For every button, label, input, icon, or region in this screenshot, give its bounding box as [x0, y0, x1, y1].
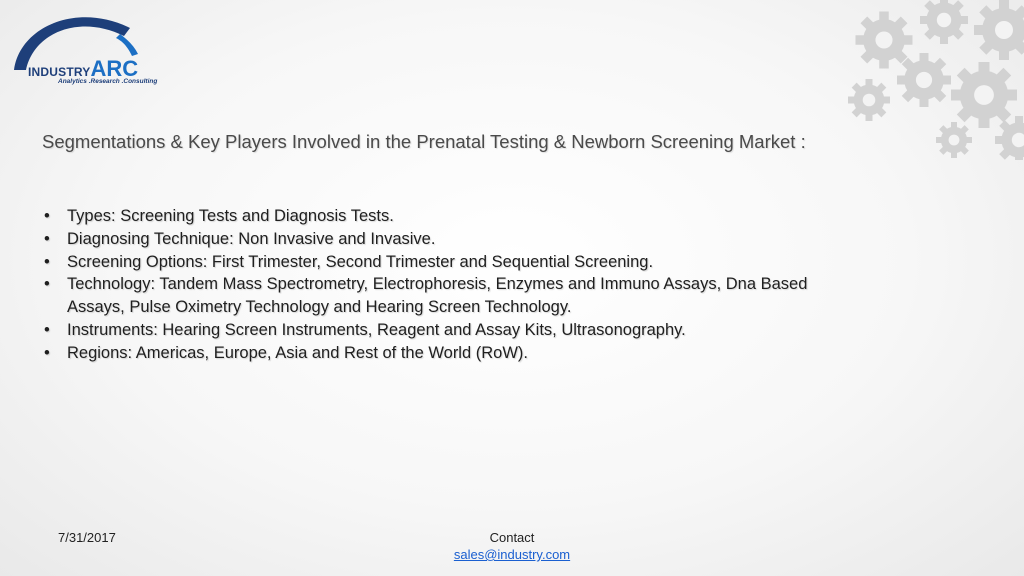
list-item — [42, 251, 862, 274]
footer-date: 7/31/2017 — [58, 530, 116, 545]
logo-word-arc: ARC — [90, 56, 139, 81]
bullet-icon: • — [44, 275, 50, 294]
contact-label: Contact — [489, 530, 535, 545]
slide-heading: Segmentations & Key Players Involved in the Prenatal Testing & Newborn Screening Market : — [42, 131, 806, 152]
bullet-text: Types: Screening Tests and Diagnosis Tests. — [67, 207, 394, 225]
list-item — [42, 273, 862, 319]
bullet-text: Instruments: Hearing Screen Instruments, Reagent and Assay Kits, Ultrasonography. — [67, 320, 686, 339]
list-item — [42, 228, 862, 251]
bullet-icon: • — [44, 229, 50, 248]
bullet-icon: • — [44, 343, 50, 362]
contact-email-link[interactable]: sales@industry.com — [453, 547, 571, 562]
logo-tagline: Analytics .Research .Consulting — [58, 78, 158, 85]
bullet-text: Technology: Tandem Mass Spectrometry, Electrophoresis, Enzymes and Immuno Assays, Dna Based Assays, Pulse Oximetry Technology and Hearing Screen Technology. — [67, 275, 808, 317]
bullet-text: Screening Options: First Trimester, Second Trimester and Sequential Screening. — [67, 252, 654, 271]
bullet-icon: • — [44, 207, 50, 225]
footer-contact — [412, 529, 612, 563]
bullet-list — [42, 205, 862, 365]
logo-word-industry: INDUSTRY — [28, 65, 91, 79]
bullet-text: Diagnosing Technique: Non Invasive and Invasive. — [67, 229, 436, 248]
bullet-icon: • — [44, 320, 50, 339]
bullet-icon: • — [44, 252, 50, 271]
list-item — [42, 205, 862, 228]
list-item — [42, 342, 862, 365]
list-item — [42, 319, 862, 342]
bullet-text: Regions: Americas, Europe, Asia and Rest of the World (RoW). — [67, 343, 528, 362]
company-logo — [8, 6, 168, 90]
